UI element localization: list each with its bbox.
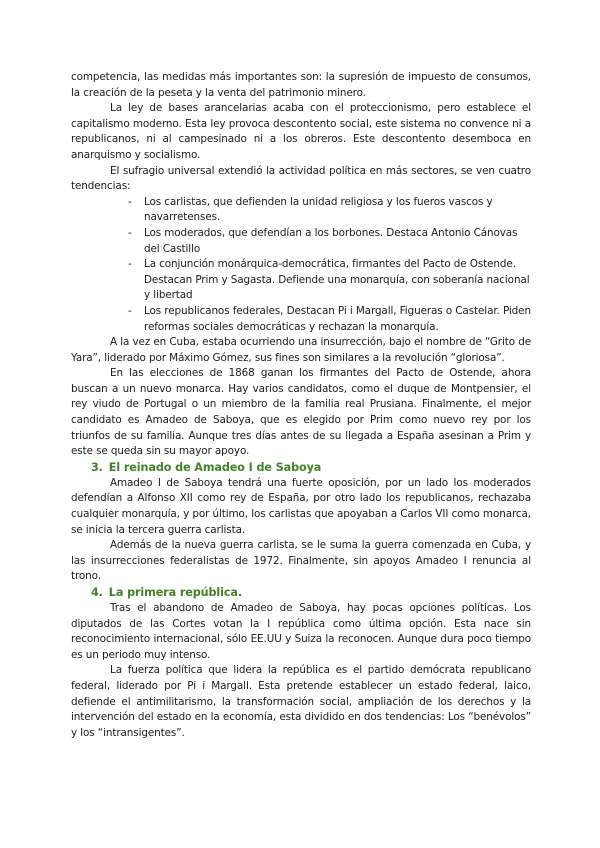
paragraph-cuba: A la vez en Cuba, estaba ocurriendo una insurrección, bajo el nombre de “Grito de Yara”, liderado por Máximo Gómez, sus fines son similares a la revolución “gloriosa”. [71,336,531,364]
list-item: - Los moderados, que defendían a los borbones. Destaca Antonio Cánovas del Castillo [144,226,531,257]
paragraph-elecciones: En las elecciones de 1868 ganan los firmantes del Pacto de Ostende, ahora buscan a un nuevo monarca. Hay varios candidatos, como el duque de Montpensier, el rey viudo de Portugal o un miembro de la familia real Prusiana. Finalmente, el mejor candidato es Amadeo de Saboya, que es elegido por Prim como nuevo rey por los triunfos de su familia. Aunque tres días antes de su llegada a España asesinan a Prim y este se queda sin su mayor apoyo. [71,367,531,458]
list-item: - Los carlistas, que defienden la unidad religiosa y los fueros vascos y navarretenses. [144,195,531,226]
list-item: - La conjunción monárquica-democrática, firmantes del Pacto de Ostende. Destacan Prim y Sagasta. Defiende una monarquía, con soberanía nacional y libertad [144,257,531,304]
section-number: 4. [91,586,103,599]
paragraph-oposicion: Amadeo I de Saboya tendrá una fuerte oposición, por un lado los moderados defendían a Alfonso XII como rey de España, por otro lado los republicanos, rechazaba cualquier monarquía, y por último, los carlistas que apoyaban a Carlos VII como monarca, se inicia la tercera guerra carlista. [71,476,531,536]
paragraph-ley-bases: La ley de bases arancelarias acaba con el proteccionismo, pero establece el capitalismo moderno. Esta ley provoca descontento social, este sistema no convence ni a republicanos, ni al campesinado ni a los obreros. Este descontento desemboca en anarquismo y socialismo. [71,102,531,161]
paragraph-abandono: Tras el abandono de Amadeo de Saboya, hay pocas opciones políticas. Los diputados de las Cortes votan la I república como última opción. Esta nace sin reconocimiento internacional, sólo EE.UU y Suiza la reconocen. Aunque dura poco tiempo es un periodo muy intenso. [71,602,531,661]
section-number: 3. [91,460,103,474]
paragraph-renuncia: Además de la nueva guerra carlista, se le suma la guerra comenzada en Cuba, y las insurrecciones federalistas de 1972. Finalmente, sin apoyos Amadeo I renuncia al trono. [71,539,531,583]
tendencias-list [71,195,531,335]
section-title: La primera república. [108,586,243,599]
section-heading-4 [71,585,531,601]
list-item: - Los republicanos federales, Destacan Pi i Margall, Figueras o Castelar. Piden reformas sociales democráticas y rechazan la monarquía. [144,304,531,335]
document-body [71,70,531,741]
paragraph-competencia: competencia, las medidas más importantes son: la supresión de impuesto de consumos, la creación de la peseta y la venta del patrimonio minero. [71,71,531,99]
section-title: El reinado de Amadeo I de Saboya [108,460,322,474]
section-heading-3 [71,460,531,476]
paragraph-sufragio: El sufragio universal extendió la actividad política en más sectores, se ven cuatro tendencias: [71,164,531,193]
paragraph-fuerza-politica: La fuerza política que lidera la república es el partido demócrata republicano federal, liderado por Pi i Margall. Esta pretende establecer un estado federal, laico, defiende el antimilitarismo, la transformación social, ampliación de los derechos y la intervención del estado en la economía, esta dividido en dos tendencias: Los “benévolos” y los “intransigentes”. [71,664,531,739]
